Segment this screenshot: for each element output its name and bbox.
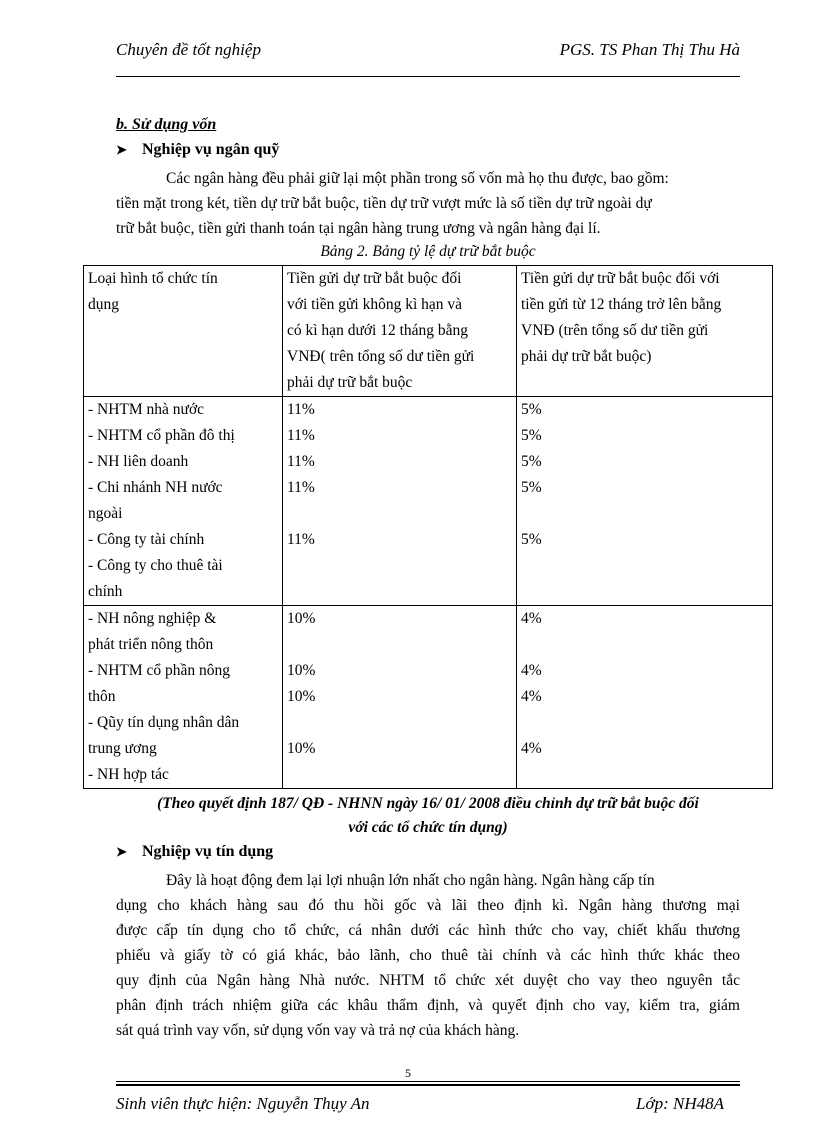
- rate-value: [287, 710, 512, 736]
- rate-value: 4%: [521, 688, 542, 705]
- group2-orgs: [84, 606, 283, 789]
- rate-value: [287, 553, 512, 579]
- rate-value: 11%: [287, 401, 315, 418]
- org-type-line: - Công ty cho thuê tài: [88, 557, 223, 574]
- header-text-line: VNĐ( trên tổng số dư tiền gửi: [287, 348, 475, 365]
- credit-line2: dụng cho khách hàng sau đó thu hồi gốc và lãi theo định kì. Ngân hàng thương mại: [116, 897, 740, 914]
- header-text-line: Tiền gửi dự trữ bắt buộc đối: [287, 270, 462, 287]
- credit-line3: được cấp tín dụng cho tổ chức, cá nhân dưới các hình thức cho vay, chiết khấu thương: [116, 922, 740, 939]
- header-text-line: có kì hạn dưới 12 tháng bằng: [287, 322, 469, 339]
- org-type-line: phát triển nông thôn: [88, 636, 214, 653]
- rate-value: [287, 579, 512, 605]
- group1-orgs: [84, 397, 283, 606]
- org-type-line: - Qũy tín dụng nhân dân: [88, 714, 240, 731]
- group2-long-term-rates: [517, 606, 773, 789]
- footer-student: Sinh viên thực hiện: Nguyễn Thụy An: [116, 1094, 370, 1113]
- bullet-credit: [116, 843, 273, 861]
- rate-value: [521, 501, 768, 527]
- header-left-title: Chuyên đề tốt nghiệp: [116, 40, 261, 59]
- footer-divider-thick: [116, 1084, 740, 1086]
- header-text-line: VNĐ (trên tổng số dư tiền gửi: [521, 322, 709, 339]
- header-text-line: với tiền gửi không kì hạn và: [287, 296, 463, 313]
- para1-line2: tiền mặt trong két, tiền dự trữ bắt buộc, tiền dự trữ vượt mức là số tiền dự trữ ngoài dự: [116, 195, 652, 212]
- credit-line6: phân định trách nhiệm giữa các khâu thẩm định, và quyết định cho vay, kiểm tra, giám: [116, 997, 740, 1014]
- header-cell-short-term: [283, 266, 517, 397]
- rate-value: [287, 501, 512, 527]
- rate-value: [521, 579, 768, 605]
- header-text-line: phải dự trữ bắt buộc): [521, 348, 652, 365]
- org-type-line: - NHTM cổ phần nông: [88, 662, 231, 679]
- org-type-line: ngoài: [88, 505, 123, 522]
- section-title: b. Sử dụng vốn: [116, 116, 217, 133]
- header-text-line: tiền gửi từ 12 tháng trở lên bằng: [521, 296, 722, 313]
- rate-value: [521, 710, 768, 736]
- credit-line4: phiếu và giấy tờ có giá khác, bảo lãnh, cho thuê tài chính và các hình thức khác theo: [116, 947, 740, 964]
- header-divider: [116, 76, 740, 77]
- rate-value: 10%: [287, 688, 316, 705]
- rate-value: [521, 553, 768, 579]
- header-right-author: PGS. TS Phan Thị Thu Hà: [559, 40, 740, 59]
- note-line2: với các tổ chức tín dụng): [348, 819, 508, 836]
- org-type-line: - NHTM nhà nước: [88, 401, 205, 418]
- table-row-group1: [84, 397, 773, 606]
- org-type-line: - Chi nhánh NH nước: [88, 479, 223, 496]
- header-cell-long-term: [517, 266, 773, 397]
- note-line1: (Theo quyết định 187/ QĐ - NHNN ngày 16/ 01/ 2008 điều chỉnh dự trữ bắt buộc đối: [157, 795, 699, 812]
- rate-value: 5%: [521, 531, 542, 548]
- para1-line3: trữ bắt buộc, tiền gửi thanh toán tại ngân hàng trung ương và ngân hàng đại lí.: [116, 220, 601, 237]
- group1-long-term-rates: [517, 397, 773, 606]
- rate-value: 10%: [287, 740, 316, 757]
- bullet-treasury: [116, 141, 279, 159]
- para1-line1: Các ngân hàng đều phải giữ lại một phần trong số vốn mà họ thu được, bao gồm:: [166, 170, 669, 187]
- rate-value: [521, 762, 768, 788]
- header-text-line: phải dự trữ bắt buộc: [287, 374, 413, 391]
- group1-short-term-rates: [283, 397, 517, 606]
- rate-value: 10%: [287, 610, 316, 627]
- bullet-treasury-label: Nghiệp vụ ngân quỹ: [142, 141, 280, 158]
- org-type-line: chính: [88, 583, 123, 600]
- rate-value: 5%: [521, 479, 542, 496]
- rate-value: 11%: [287, 479, 315, 496]
- bullet-credit-label: Nghiệp vụ tín dụng: [142, 843, 274, 860]
- table-source-note: [116, 792, 740, 840]
- arrow-bullet-icon: ➤: [116, 844, 127, 859]
- table-caption: Bảng 2. Bảng tỷ lệ dự trữ bắt buộc: [320, 243, 536, 260]
- org-type-line: thôn: [88, 688, 116, 705]
- reserve-ratio-table: [83, 265, 773, 789]
- org-type-line: - NH liên doanh: [88, 453, 189, 470]
- footer-class: Lớp: NH48A: [636, 1094, 724, 1113]
- org-type-line: - NH nông nghiệp &: [88, 610, 217, 627]
- header-text-line: Tiền gửi dự trữ bắt buộc đối với: [521, 270, 720, 287]
- rate-value: 11%: [287, 531, 315, 548]
- header-cell-org-type: [84, 266, 283, 397]
- rate-value: 5%: [521, 401, 542, 418]
- rate-value: [287, 762, 512, 788]
- header-text-line: dụng: [88, 296, 119, 313]
- rate-value: 4%: [521, 610, 542, 627]
- page-number: 5: [405, 1066, 411, 1080]
- footer-divider-thin: [116, 1081, 740, 1082]
- org-type-line: trung ương: [88, 740, 157, 757]
- arrow-bullet-icon: ➤: [116, 142, 127, 157]
- group2-short-term-rates: [283, 606, 517, 789]
- header-text-line: Loại hình tổ chức tín: [88, 270, 218, 287]
- rate-value: 11%: [287, 427, 315, 444]
- org-type-line: - Công ty tài chính: [88, 531, 205, 548]
- table-header-row: [84, 266, 773, 397]
- rate-value: 5%: [521, 427, 542, 444]
- credit-line5: quy định của Ngân hàng Nhà nước. NHTM tổ chức xét duyệt cho vay theo nguyên tắc: [116, 972, 740, 989]
- rate-value: [287, 632, 512, 658]
- table-row-group2: [84, 606, 773, 789]
- rate-value: [521, 632, 768, 658]
- rate-value: 4%: [521, 662, 542, 679]
- rate-value: 11%: [287, 453, 315, 470]
- rate-value: 10%: [287, 662, 316, 679]
- credit-line1: Đây là hoạt động đem lại lợi nhuận lớn nhất cho ngân hàng. Ngân hàng cấp tín: [166, 872, 655, 889]
- org-type-line: - NHTM cổ phần đô thị: [88, 427, 235, 444]
- org-type-line: - NH hợp tác: [88, 766, 169, 783]
- rate-value: 5%: [521, 453, 542, 470]
- credit-line7: sát quá trình vay vốn, sử dụng vốn vay và trả nợ của khách hàng.: [116, 1022, 520, 1039]
- rate-value: 4%: [521, 740, 542, 757]
